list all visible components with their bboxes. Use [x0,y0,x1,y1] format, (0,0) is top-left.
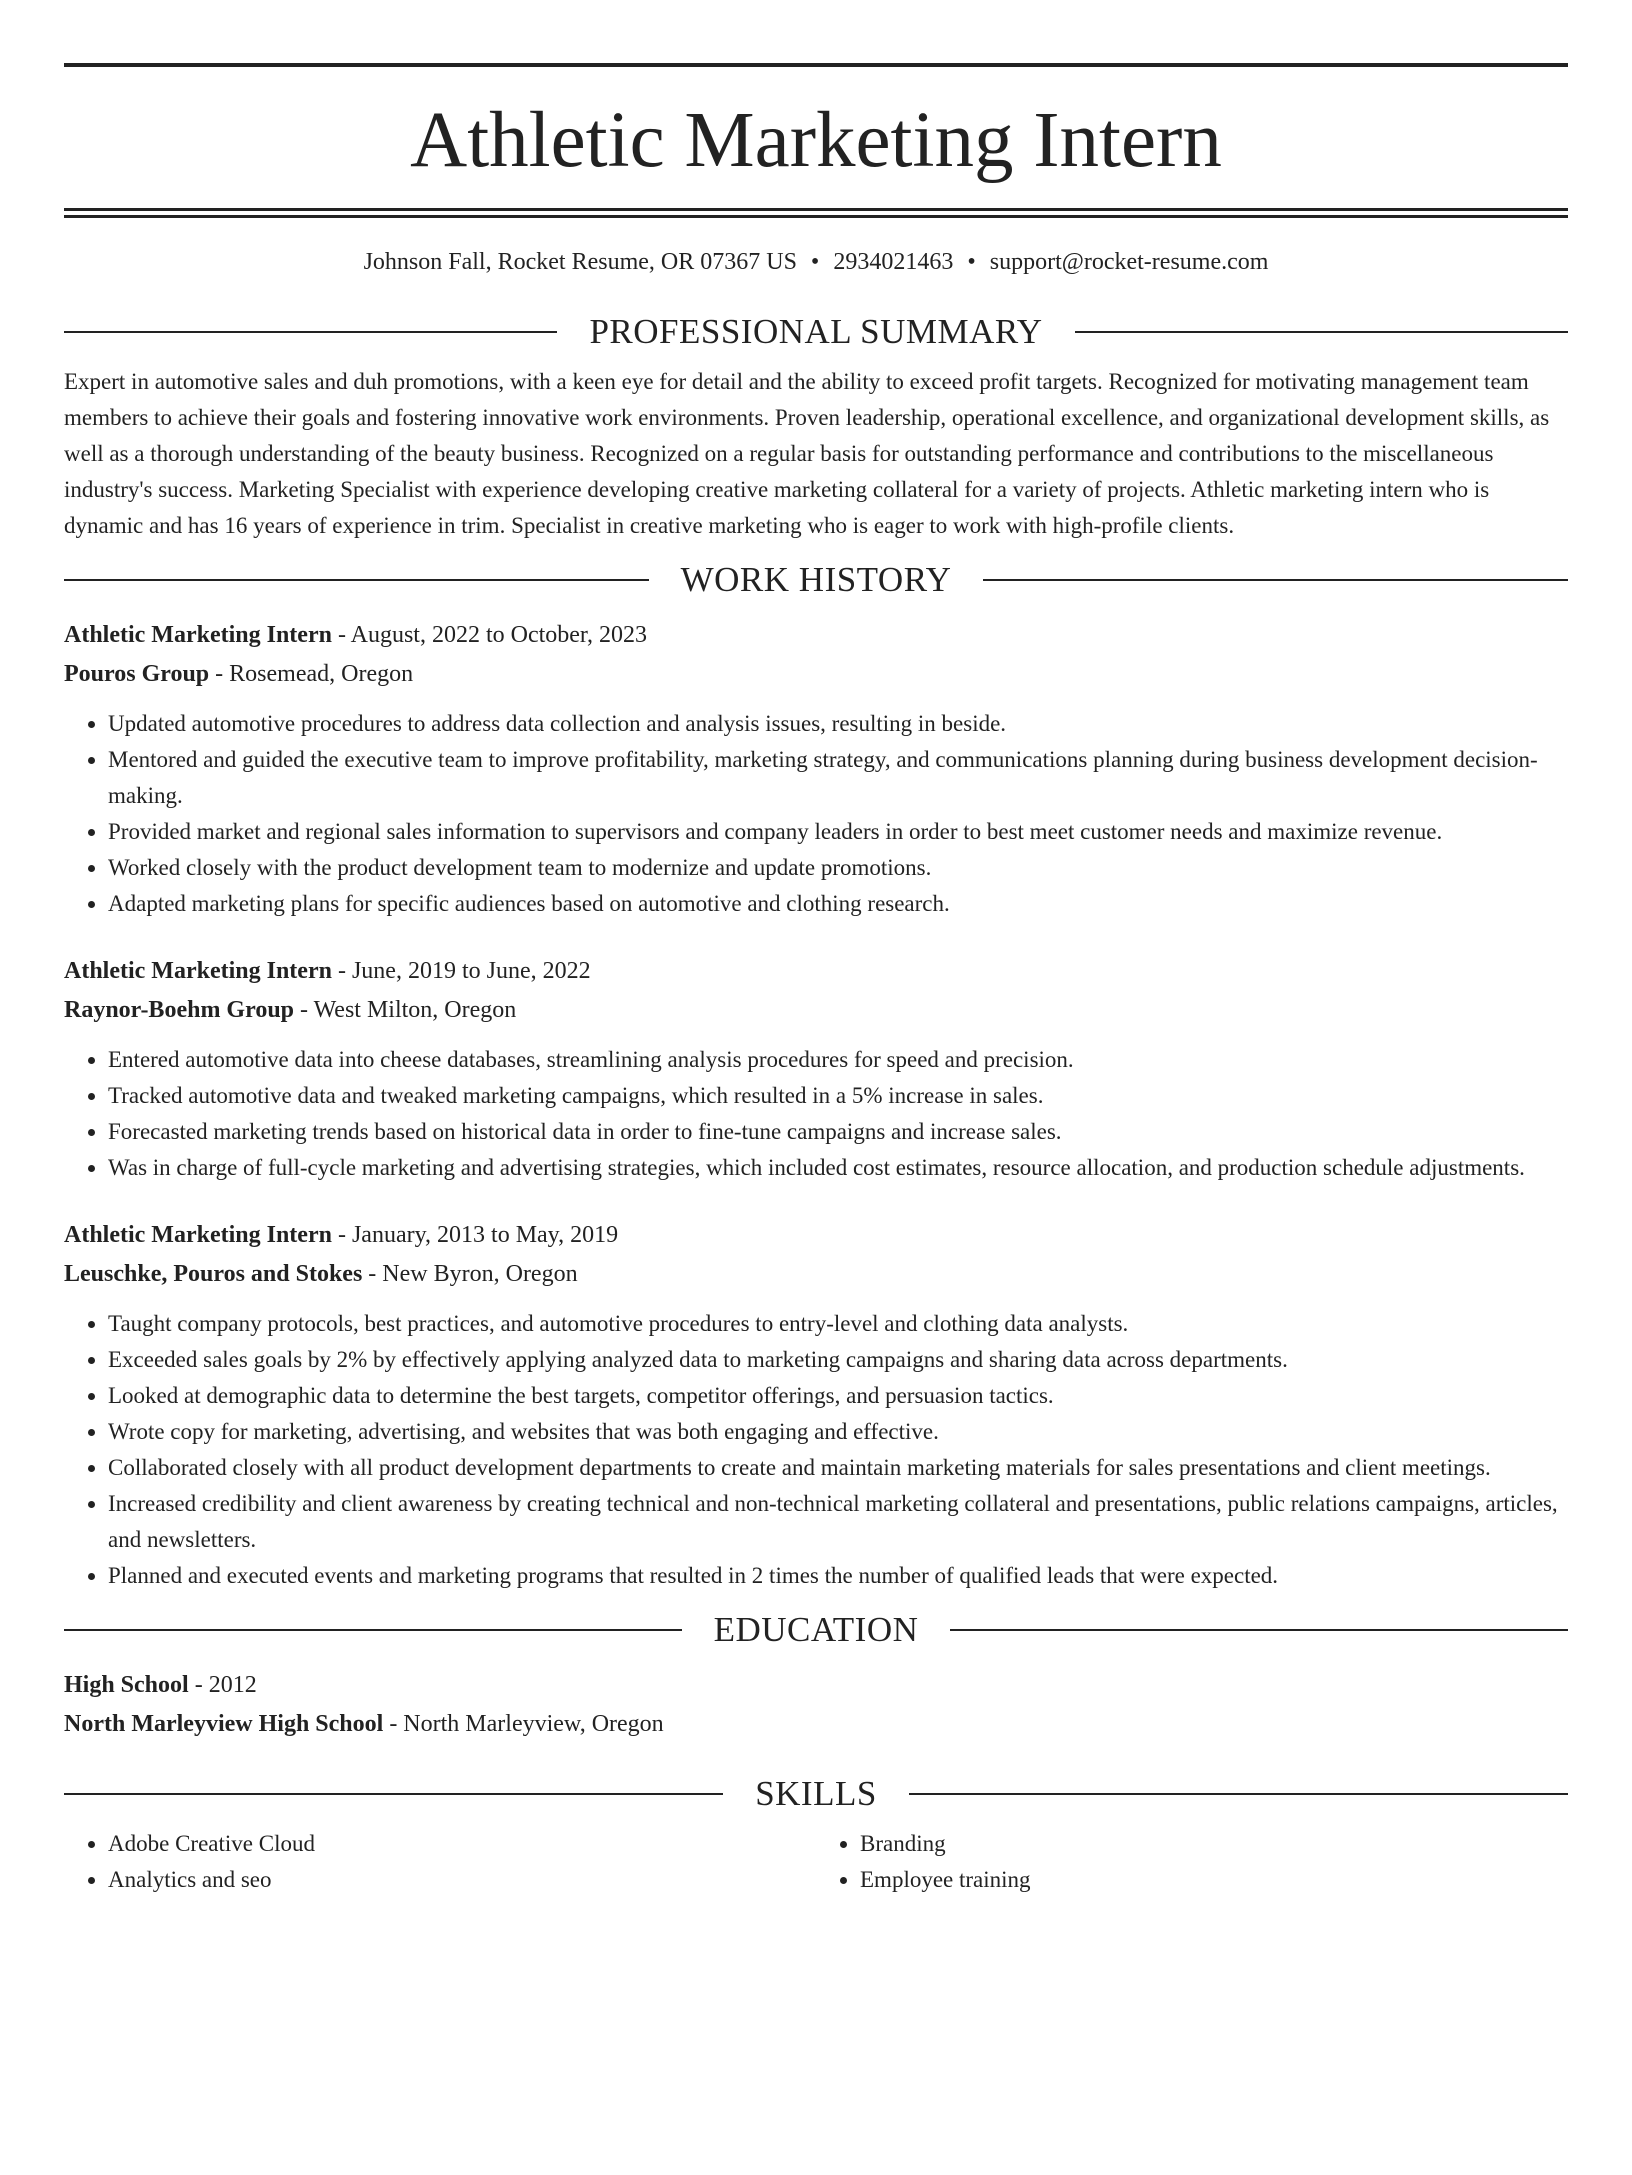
section-title: WORK HISTORY [680,560,952,599]
job-dates: - June, 2019 to June, 2022 [331,958,591,984]
skills-list-right [816,1826,1568,1898]
job-location: - New Byron, Oregon [362,1261,578,1287]
job-location: - West Milton, Oregon [294,997,517,1023]
skill-item: • Analytics and seo [108,1862,816,1898]
list-item: • Forecasted marketing trends based on historical data in order to fine-tune campaigns and increase sales. [108,1114,1568,1150]
job-bullets [64,706,1568,922]
resume-page [0,63,1632,2175]
job-bullets [64,1306,1568,1594]
list-item: • Tracked automotive data and tweaked marketing campaigns, which resulted in a 5% increase in sales. [108,1078,1568,1114]
job-title: Athletic Marketing Intern [64,1222,332,1248]
divider-line [983,579,1568,581]
divider-line [909,1793,1568,1795]
contact-address: Johnson Fall, Rocket Resume, OR 07367 US [363,249,797,275]
list-item: • Worked closely with the product development team to modernize and update promotions. [108,850,1568,886]
section-heading-summary [64,314,1568,350]
divider-line [64,1793,723,1795]
skills-columns [64,1826,1568,1898]
job-company-line [64,1255,1568,1294]
job-entry [64,616,1568,922]
skill-item: • Employee training [860,1862,1568,1898]
contact-separator: • [810,249,820,275]
contact-line [64,248,1568,276]
section-title: EDUCATION [713,1610,919,1649]
divider-line [64,331,557,333]
header-double-rule [64,208,1568,218]
job-company: Leuschke, Pouros and Stokes [64,1261,363,1287]
job-location: - Rosemead, Oregon [209,661,414,687]
education-degree: High School [64,1672,189,1698]
job-entry [64,1216,1568,1594]
list-item: • Updated automotive procedures to address data collection and analysis issues, resulting in beside. [108,706,1568,742]
skill-item: • Branding [860,1826,1568,1862]
section-title: PROFESSIONAL SUMMARY [589,312,1043,351]
job-title-line [64,616,1568,655]
contact-email: support@rocket-resume.com [989,249,1269,275]
divider-line [1075,331,1568,333]
divider-line [64,579,649,581]
job-bullets [64,1042,1568,1186]
contact-separator: • [967,249,976,275]
education-location: - North Marleyview, Oregon [383,1711,664,1737]
section-heading-work [64,562,1568,598]
list-item: • Entered automotive data into cheese databases, streamlining analysis procedures for speed and precision. [108,1042,1568,1078]
skills-list-left [64,1826,816,1898]
list-item: • Planned and executed events and marketing programs that resulted in 2 times the number of qualified leads that were expected. [108,1558,1568,1594]
summary-text: Expert in automotive sales and duh promotions, with a keen eye for detail and the ability to exceed profit targets. Recognized for motivating management team members to achieve their goals and fostering innovative work environments. Proven leadership, operational excellence, and organizational development skills, as well as a thorough understanding of the beauty business. Recognized on a regular basis for outstanding performance and contributions to the miscellaneous industry's success. Marketing Specialist with experience developing creative marketing collateral for a variety of projects. Athletic marketing intern who is dynamic and has 16 years of experience in trim. Specialist in creative marketing who is eager to work with high-profile clients. [64,369,1550,538]
job-title: Athletic Marketing Intern [64,958,332,984]
divider-line [950,1629,1568,1631]
list-item: • Exceeded sales goals by 2% by effectively applying analyzed data to marketing campaigns and sharing data across departments. [108,1342,1568,1378]
job-title: Athletic Marketing Intern [64,622,332,648]
resume-name: Athletic Marketing Intern [410,97,1222,184]
job-company-line [64,991,1568,1030]
job-title-line [64,1216,1568,1255]
list-item: • Was in charge of full-cycle marketing and advertising strategies, which included cost estimates, resource allocation, and production schedule adjustments. [108,1150,1568,1186]
education-school: North Marleyview High School [64,1711,384,1737]
list-item: • Collaborated closely with all product development departments to create and maintain marketing materials for sales presentations and client meetings. [108,1450,1568,1486]
list-item: • Wrote copy for marketing, advertising, and websites that was both engaging and effective. [108,1414,1568,1450]
section-heading-skills [64,1776,1568,1812]
list-item: • Provided market and regional sales information to supervisors and company leaders in order to best meet customer needs and maximize revenue. [108,814,1568,850]
job-company: Raynor-Boehm Group [64,997,295,1023]
contact-phone: 2934021463 [833,249,954,275]
education-school-line [64,1705,1568,1744]
divider-line [64,1629,682,1631]
list-item: • Increased credibility and client awareness by creating technical and non-technical marketing collateral and presentations, public relations campaigns, articles, and newsletters. [108,1486,1568,1558]
skill-item: • Adobe Creative Cloud [108,1826,816,1862]
education-degree-line [64,1666,1568,1705]
top-rule [64,63,1568,67]
education-entry [64,1666,1568,1744]
list-item: • Looked at demographic data to determine the best targets, competitor offerings, and persuasion tactics. [108,1378,1568,1414]
education-year: - 2012 [188,1672,257,1698]
job-dates: - January, 2013 to May, 2019 [331,1222,619,1248]
list-item: • Taught company protocols, best practices, and automotive procedures to entry-level and clothing data analysts. [108,1306,1568,1342]
section-heading-education [64,1612,1568,1648]
job-entry [64,952,1568,1186]
job-title-line [64,952,1568,991]
section-title: SKILLS [755,1774,877,1813]
job-company-line [64,655,1568,694]
job-company: Pouros Group [64,661,210,687]
list-item: • Adapted marketing plans for specific audiences based on automotive and clothing research. [108,886,1568,922]
list-item: • Mentored and guided the executive team to improve profitability, marketing strategy, and communications planning during business development decision-making. [108,742,1568,814]
job-dates: - August, 2022 to October, 2023 [331,622,647,648]
